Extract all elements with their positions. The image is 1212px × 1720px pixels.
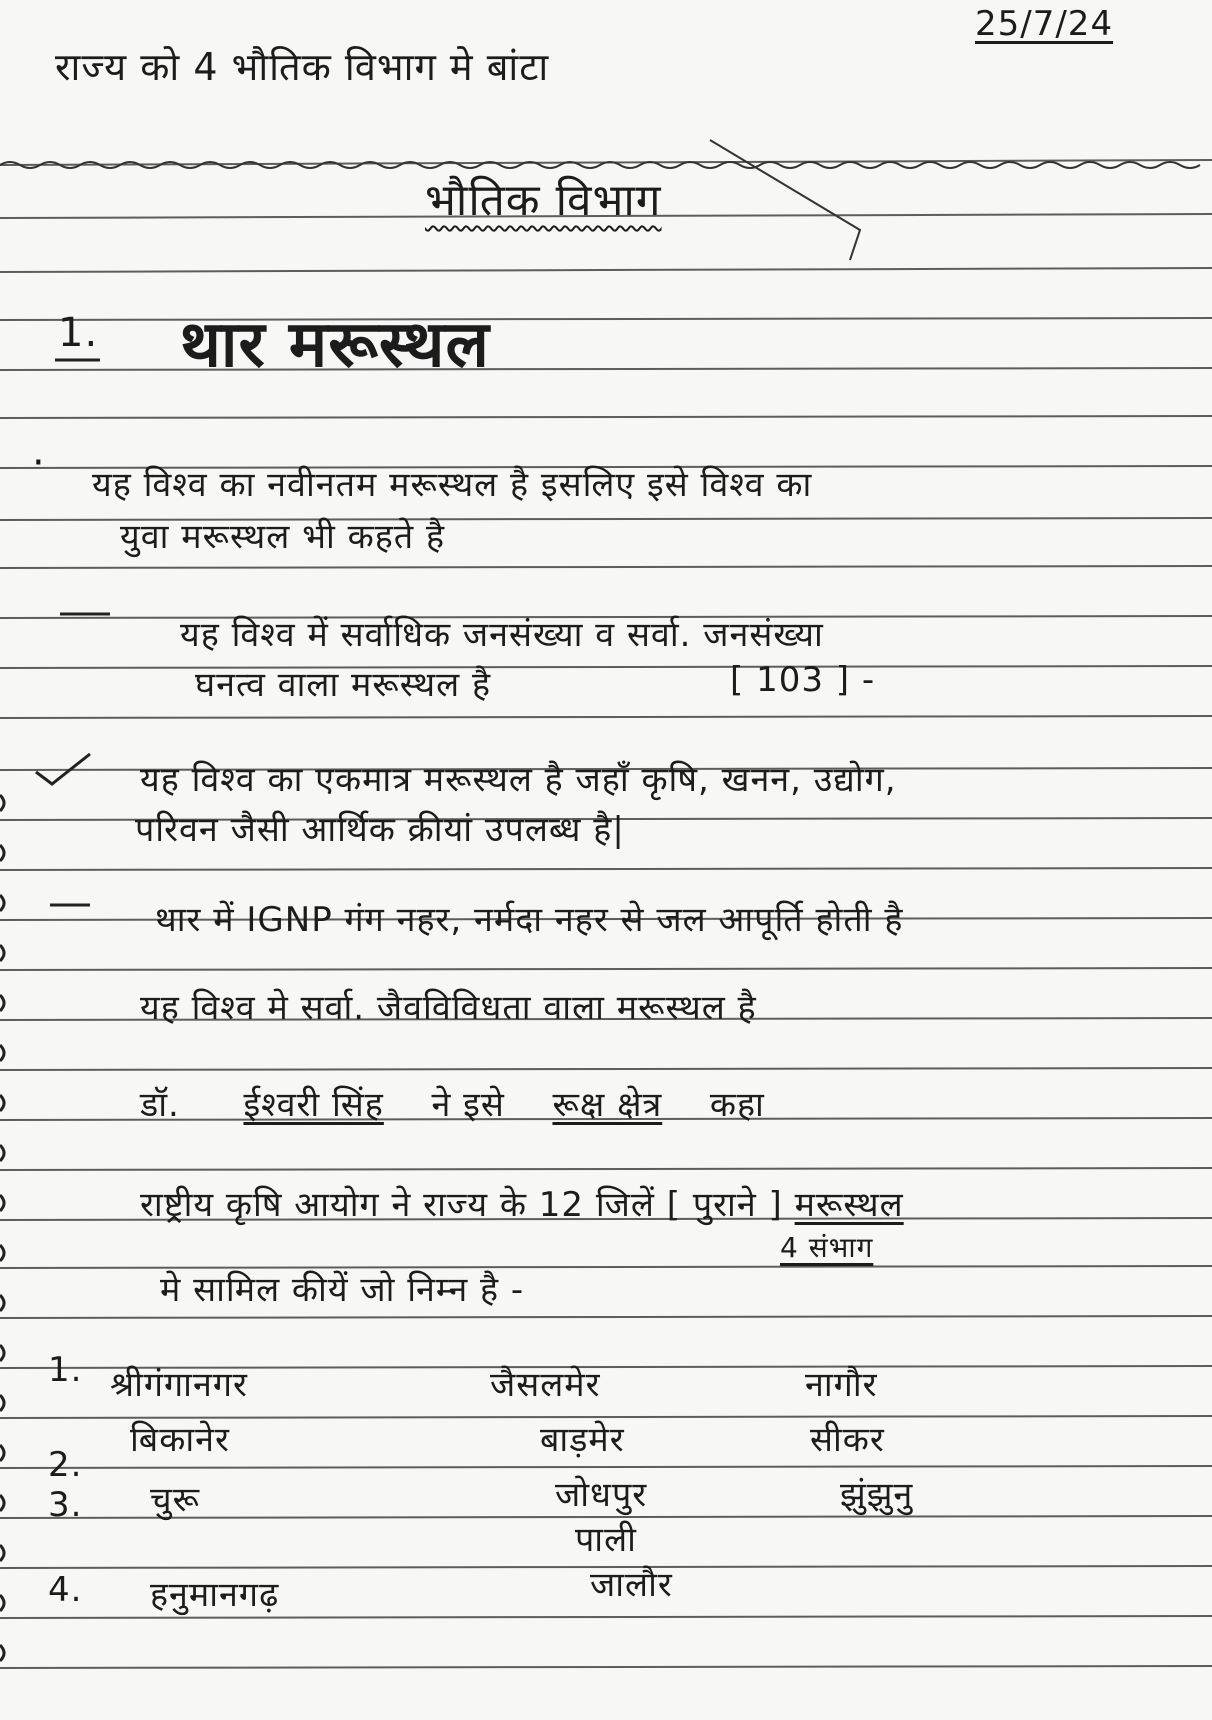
topic-number: 1.	[58, 310, 99, 356]
commission-text: राष्ट्रीय कृषि आयोग ने राज्य के 12 जिलें [ पुराने ]	[140, 1185, 783, 1225]
note-1-line-2: युवा मरूस्थल भी कहते है	[120, 517, 446, 557]
date: 25/7/24	[975, 4, 1114, 44]
note-2-extra: [ 103 ] -	[730, 660, 876, 700]
district-col1-item: चुरू	[150, 1480, 201, 1520]
quote-prefix: डॉ.	[140, 1085, 180, 1125]
list-marker-4: 4.	[48, 1570, 83, 1610]
note-3-line-2: परिवन जैसी आर्थिक क्रीयां उपलब्ध है|	[135, 810, 625, 850]
list-marker-3: 3.	[48, 1485, 83, 1525]
commission-line-1	[140, 1180, 904, 1226]
quote-suffix: कहा	[709, 1085, 765, 1125]
commission-underlined: मरूस्थल	[794, 1185, 904, 1225]
intro-line: राज्य को 4 भौतिक विभाग मे बांटा	[55, 45, 550, 89]
district-col2-item: पाली	[575, 1520, 637, 1560]
note-5: यह विश्व मे सर्वा. जैवविविधता वाला मरूस्थल है	[140, 988, 757, 1028]
topic-title: थार मरूस्थल	[180, 308, 490, 382]
quote-mid: ने इसे	[431, 1085, 505, 1125]
district-col3-item: झुंझुनु	[840, 1475, 914, 1515]
list-marker-2: 2.	[48, 1445, 83, 1485]
list-marker-1: 1.	[48, 1350, 83, 1390]
bullet-dot: ·	[32, 440, 45, 486]
district-col2-item: जालौर	[590, 1565, 673, 1605]
district-col3-item: सीकर	[810, 1420, 885, 1460]
quote-name: ईश्वरी सिंह	[243, 1085, 384, 1125]
district-col3-item: नागौर	[805, 1365, 878, 1405]
note-1-line-1: यह विश्व का नवीनतम मरूस्थल है इसलिए इसे विश्व का	[92, 465, 813, 505]
commission-line-2: मे सामिल कीयें जो निम्न है -	[160, 1270, 525, 1310]
district-col1-item: बिकानेर	[130, 1420, 230, 1460]
section-title: भौतिक विभाग	[425, 175, 662, 226]
note-4: थार में IGNP गंग नहर, नर्मदा नहर से जल आपूर्ति होती है	[155, 900, 904, 940]
district-col2-item: बाड़मेर	[540, 1420, 625, 1460]
quote-term: रूक्ष क्षेत्र	[552, 1085, 663, 1125]
district-col2-item: जोधपुर	[555, 1475, 648, 1515]
note-2-line-2: घनत्व वाला मरूस्थल है	[195, 665, 491, 705]
note-3-line-1: यह विश्व का एकमात्र मरूस्थल है जहाँ कृषि, खनन, उद्योग,	[140, 760, 897, 800]
note-2-line-1: यह विश्व में सर्वाधिक जनसंख्या व सर्वा. जनसंख्या	[180, 615, 824, 655]
district-col1-item: श्रीगंगानगर	[110, 1365, 248, 1405]
district-col2-item: जैसलमेर	[490, 1365, 601, 1405]
commission-annotation: 4 संभाग	[780, 1231, 874, 1264]
quote-line	[140, 1080, 765, 1126]
section-heading	[425, 168, 662, 228]
district-col1-item: हनुमानगढ़	[150, 1575, 280, 1615]
